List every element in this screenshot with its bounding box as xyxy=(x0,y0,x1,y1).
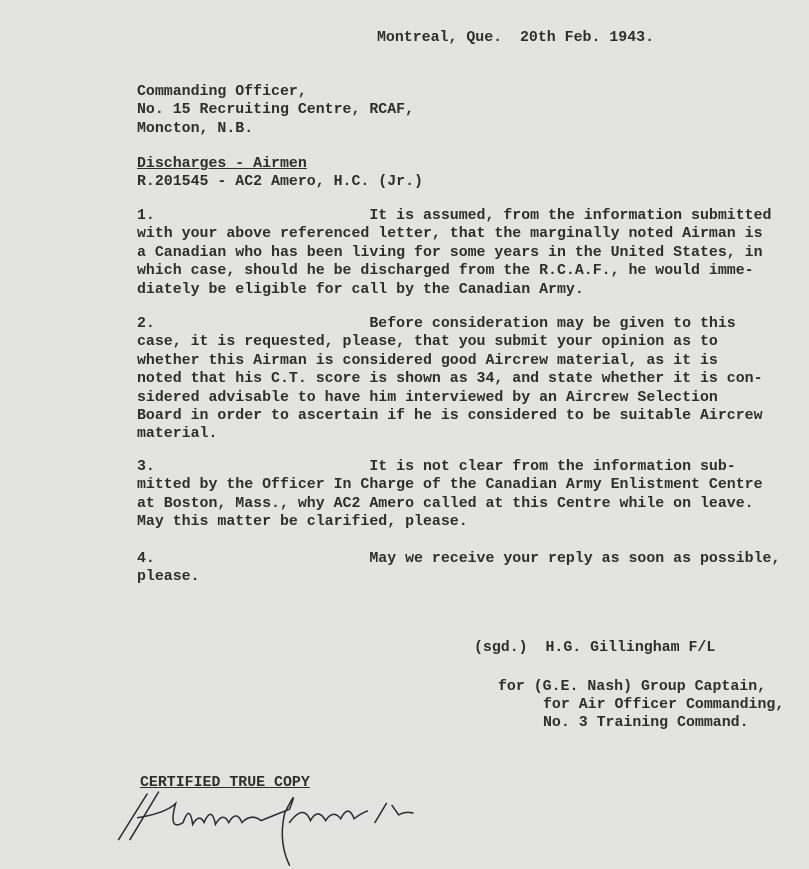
handwritten-signature xyxy=(100,775,460,869)
signed-line: (sgd.) H.G. Gillingham F/L xyxy=(474,640,716,656)
text-line: mitted by the Officer In Charge of the Canadian Army Enlistment Centre xyxy=(137,477,763,494)
text-line: 3. It is not clear from the information sub- xyxy=(137,459,736,475)
paragraph-2 xyxy=(137,315,763,444)
text-line: which case, should he be discharged from the R.C.A.F., he would imme- xyxy=(137,263,754,280)
addressee-line: No. 15 Recruiting Centre, RCAF, xyxy=(137,102,415,119)
text-line: May this matter be clarified, please. xyxy=(137,514,468,531)
signatory-line: for (G.E. Nash) Group Captain, xyxy=(498,679,767,695)
text-line: please. xyxy=(137,569,200,586)
text-line: 1. It is assumed, from the information submitted xyxy=(137,208,772,224)
addressee-line: Moncton, N.B. xyxy=(137,120,254,137)
signatory-line: for Air Officer Commanding, xyxy=(543,697,785,713)
text-line: 4. May we receive your reply as soon as possible, xyxy=(137,551,781,567)
text-line: with your above referenced letter, that the marginally noted Airman is xyxy=(137,226,763,243)
text-line: case, it is requested, please, that you submit your opinion as to xyxy=(137,334,718,351)
paragraph-4 xyxy=(137,550,780,587)
text-line: Board in order to ascertain if he is considered to be suitable Aircrew xyxy=(137,407,763,424)
subject-reference: R.201545 - AC2 Amero, H.C. (Jr.) xyxy=(137,174,423,191)
addressee xyxy=(137,83,414,138)
text-line: sidered advisable to have him interviewed by an Aircrew Selection xyxy=(137,389,718,406)
text-line: noted that his C.T. score is shown as 34, and state whether it is con- xyxy=(137,371,763,388)
text-line: at Boston, Mass., why AC2 Amero called at this Centre while on leave. xyxy=(137,495,754,512)
text-line: diately be eligible for call by the Canadian Army. xyxy=(137,281,584,298)
certification-stamp: CERTIFIED TRUE COPY xyxy=(140,775,310,791)
text-line: 2. Before consideration may be given to this xyxy=(137,316,736,332)
addressee-line: Commanding Officer, xyxy=(137,84,307,100)
paragraph-1 xyxy=(137,207,771,299)
paragraph-3 xyxy=(137,458,763,532)
dateline: Montreal, Que. 20th Feb. 1943. xyxy=(377,30,655,46)
text-line: whether this Airman is considered good Aircrew material, as it is xyxy=(137,352,718,369)
subject-line: Discharges - Airmen xyxy=(137,156,307,172)
text-line: a Canadian who has been living for some years in the United States, in xyxy=(137,244,763,261)
subject xyxy=(137,155,423,192)
text-line: material. xyxy=(137,426,218,443)
signatory-line: No. 3 Training Command. xyxy=(543,715,749,731)
